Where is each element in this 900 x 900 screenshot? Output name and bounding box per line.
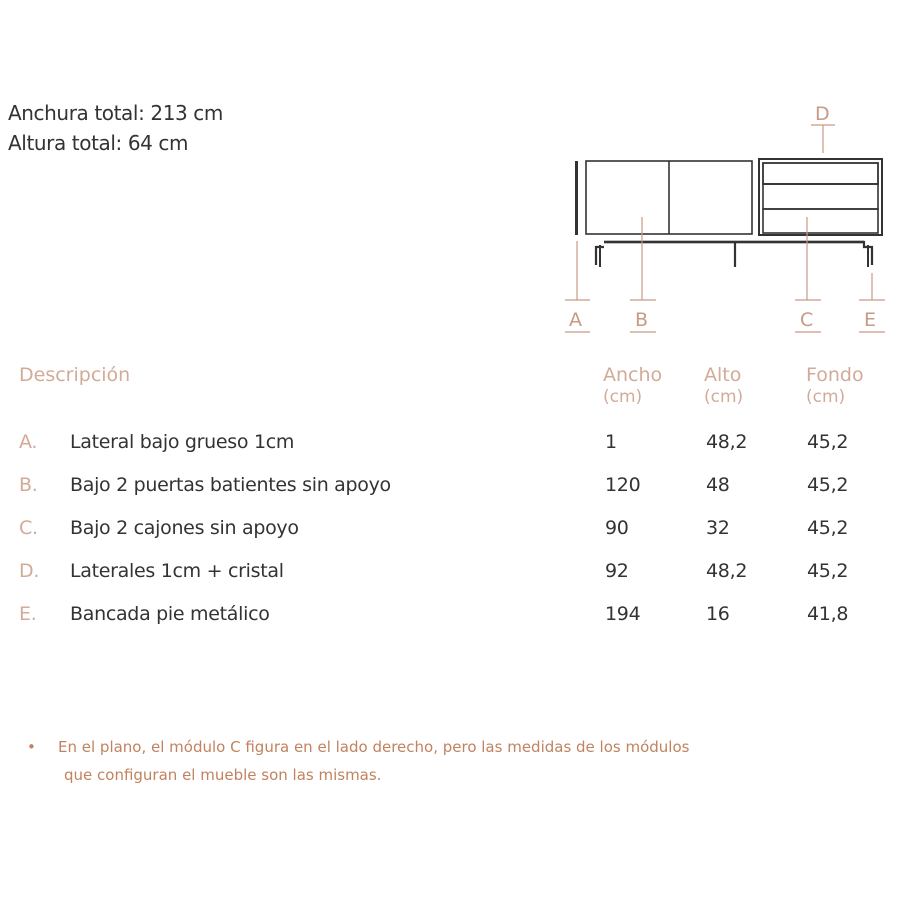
footnote-line-2: que configuran el mueble son las mismas.	[64, 766, 382, 784]
row-letter: E.	[19, 603, 37, 625]
row-height: 16	[706, 603, 730, 625]
row-description: Bancada pie metálico	[70, 603, 270, 625]
header-description	[19, 364, 130, 386]
diagram-label-c: C	[800, 309, 814, 331]
row-height: 48,2	[706, 560, 748, 582]
lateral-panel	[575, 161, 578, 235]
total-height: Altura total: 64 cm	[8, 131, 189, 155]
row-depth: 45,2	[807, 431, 849, 453]
row-width: 194	[605, 603, 641, 625]
header-depth-label: Fondo	[806, 364, 864, 386]
header-height-unit: (cm)	[704, 387, 744, 407]
footnote-line-1: En el plano, el módulo C figura en el lado derecho, pero las medidas de los módulos	[58, 738, 690, 756]
row-description: Laterales 1cm + cristal	[70, 560, 284, 582]
row-height: 48	[706, 474, 730, 496]
row-description: Bajo 2 cajones sin apoyo	[70, 517, 299, 539]
table-row	[0, 427, 900, 457]
row-depth: 45,2	[807, 517, 849, 539]
header-height	[704, 364, 743, 408]
row-width: 90	[605, 517, 629, 539]
table-row	[0, 599, 900, 629]
header-height-label: Alto	[704, 364, 742, 386]
bullet-icon: •	[27, 738, 36, 756]
furniture-diagram	[560, 95, 900, 340]
row-depth: 41,8	[807, 603, 849, 625]
table-row	[0, 556, 900, 586]
row-letter: B.	[19, 474, 38, 496]
row-depth: 45,2	[807, 474, 849, 496]
total-width: Anchura total: 213 cm	[8, 101, 223, 125]
table-row	[0, 470, 900, 500]
drawer-module-outer	[759, 159, 882, 235]
table-row	[0, 513, 900, 543]
diagram-label-a: A	[569, 309, 582, 331]
drawer-top	[763, 163, 878, 184]
header-width	[603, 364, 662, 408]
header-description-label: Descripción	[19, 364, 131, 386]
row-height: 32	[706, 517, 730, 539]
totals-block	[8, 98, 223, 158]
row-letter: A.	[19, 431, 38, 453]
row-height: 48,2	[706, 431, 748, 453]
row-description: Lateral bajo grueso 1cm	[70, 431, 295, 453]
header-width-label: Ancho	[603, 364, 663, 386]
diagram-label-b: B	[635, 309, 649, 331]
diagram-label-e: E	[864, 309, 877, 331]
row-depth: 45,2	[807, 560, 849, 582]
row-width: 92	[605, 560, 629, 582]
row-width: 1	[605, 431, 617, 453]
row-letter: D.	[19, 560, 40, 582]
diagram-label-d: D	[815, 103, 830, 125]
header-depth-unit: (cm)	[806, 387, 846, 407]
row-letter: C.	[19, 517, 38, 539]
row-width: 120	[605, 474, 641, 496]
drawer-middle	[763, 184, 878, 209]
header-width-unit: (cm)	[603, 387, 643, 407]
header-depth	[806, 364, 864, 408]
row-description: Bajo 2 puertas batientes sin apoyo	[70, 474, 391, 496]
drawer-bottom	[763, 209, 878, 233]
